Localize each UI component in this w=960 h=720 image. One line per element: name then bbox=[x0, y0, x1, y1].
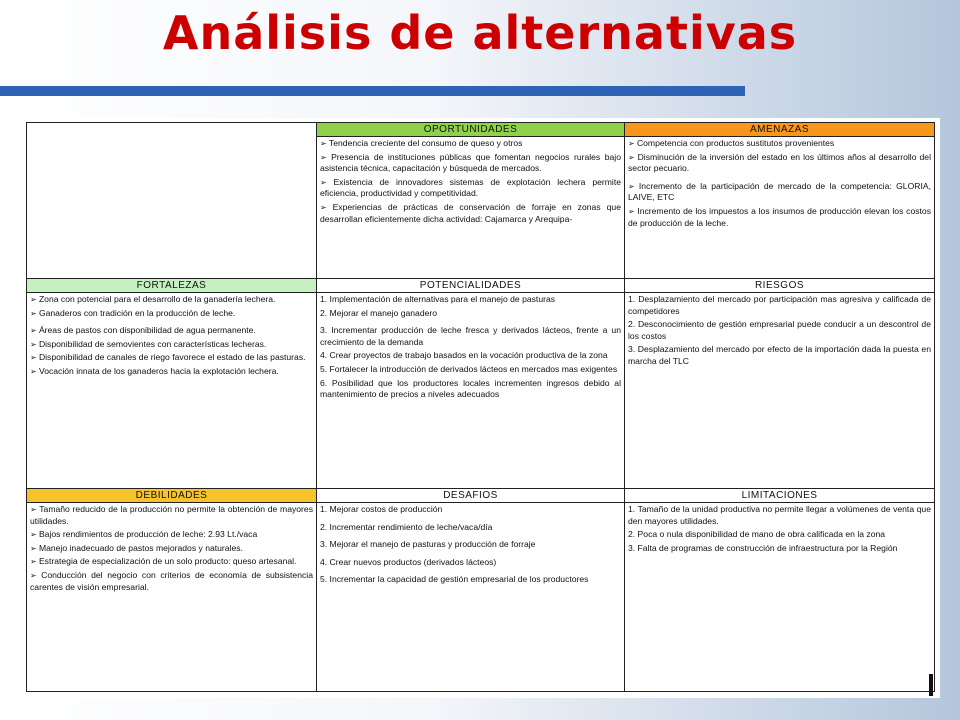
list-item: 5. Fortalecer la introducción de derivados lácteos en mercados mas exigentes bbox=[320, 363, 618, 374]
header-row-top bbox=[27, 123, 935, 137]
empty-corner-cell bbox=[27, 123, 317, 279]
list-item: ➢ Estrategia de especialización de un solo producto: queso artesanal. bbox=[30, 556, 313, 568]
list-item: 2. Mejorar el manejo ganadero bbox=[320, 307, 438, 318]
cell-amenazas bbox=[625, 137, 935, 279]
list-item: ➢ Experiencias de prácticas de conservación de forraje en zonas que desarrollan eficientemente dicha actividad: Cajamarca y Arequipa- bbox=[320, 202, 621, 225]
list-item: 4. Crear nuevos productos (derivados lácteos) bbox=[320, 556, 497, 567]
list-item: 1. Desplazamiento del mercado por participación mas agresiva y calificada de competidores bbox=[628, 294, 931, 316]
cell-potencialidades bbox=[317, 293, 625, 489]
list-item: ➢ Tamaño reducido de la producción no permite la obtención de mayores utilidades. bbox=[30, 504, 313, 527]
list-item: 2. Desconocimiento de gestión empresarial puede conducir a un descontrol de los costos bbox=[628, 319, 931, 341]
header-limitaciones: LIMITACIONES bbox=[625, 489, 935, 503]
cell-desafios bbox=[317, 503, 625, 692]
cell-oportunidades bbox=[317, 137, 625, 279]
list-item: ➢ Competencia con productos sustitutos provenientes bbox=[628, 138, 931, 150]
list-item: ➢ Disponibilidad de semovientes con características lecheras. bbox=[30, 339, 313, 351]
list-item: ➢ Disminución de la inversión del estado en los últimos años al desarrollo del sector pecuario. bbox=[628, 152, 931, 175]
header-oportunidades: OPORTUNIDADES bbox=[317, 123, 625, 137]
header-amenazas: AMENAZAS bbox=[625, 123, 935, 137]
list-item: 1. Implementación de alternativas para el manejo de pasturas bbox=[320, 294, 556, 304]
list-item: ➢ Disponibilidad de canales de riego favorece el estado de las pasturas. bbox=[30, 352, 313, 364]
header-row-middle bbox=[27, 279, 935, 293]
list-item: ➢ Incremento de la participación de mercado de la competencia: GLORIA, LAIVE, ETC bbox=[628, 181, 931, 204]
cell-riesgos bbox=[625, 293, 935, 489]
cell-fortalezas bbox=[27, 293, 317, 489]
slide-title: Análisis de alternativas bbox=[162, 6, 798, 60]
list-item: ➢ Incremento de los impuestos a los insumos de producción elevan los costos de producción de la leche. bbox=[628, 206, 931, 229]
header-potencialidades: POTENCIALIDADES bbox=[317, 279, 625, 293]
list-item: 1. Tamaño de la unidad productiva no permite llegar a volúmenes de venta que den mayores utilidades. bbox=[628, 504, 931, 526]
list-item: ➢ Manejo inadecuado de pastos mejorados y naturales. bbox=[30, 543, 313, 555]
list-item: ➢ Vocación innata de los ganaderos hacia la explotación lechera. bbox=[30, 366, 313, 378]
list-item: 2. Poca o nula disponibilidad de mano de obra calificada en la zona bbox=[628, 529, 886, 540]
swot-matrix-table bbox=[26, 122, 935, 692]
list-item: ➢ Bajos rendimientos de producción de leche: 2.93 Lt./vaca bbox=[30, 529, 313, 541]
row-debilidades bbox=[27, 503, 935, 692]
header-fortalezas: FORTALEZAS bbox=[27, 279, 317, 293]
list-item: ➢ Tendencia creciente del consumo de queso y otros bbox=[320, 138, 621, 150]
page-edge-mark bbox=[929, 674, 933, 696]
list-item: 6. Posibilidad que los productores locales incrementen ingresos debido al mantenimiento de precios a niveles adecuados bbox=[320, 377, 621, 400]
list-item: 3. Incrementar producción de leche fresca y derivados lácteos, frente a un crecimiento de la demanda bbox=[320, 325, 621, 347]
cell-limitaciones bbox=[625, 503, 935, 692]
header-desafios: DESAFIOS bbox=[317, 489, 625, 503]
cell-debilidades bbox=[27, 503, 317, 692]
row-fortalezas bbox=[27, 293, 935, 489]
list-item: 3. Mejorar el manejo de pasturas y producción de forraje bbox=[320, 539, 536, 550]
list-item: ➢ Ganaderos con tradición en la producción de leche. bbox=[30, 308, 313, 320]
list-item: 5. Incrementar la capacidad de gestión empresarial de los productores bbox=[320, 574, 589, 585]
list-item: ➢ Presencia de instituciones públicas que fomentan negocios rurales bajo asistencia técnica, capacitación y búsqueda de mercados. bbox=[320, 152, 621, 175]
list-item: 2. Incrementar rendimiento de leche/vaca/día bbox=[320, 521, 493, 532]
header-riesgos: RIESGOS bbox=[625, 279, 935, 293]
title-underline bbox=[0, 86, 745, 96]
list-item: 4. Crear proyectos de trabajo basados en la vocación productiva de la zona bbox=[320, 350, 608, 361]
header-debilidades: DEBILIDADES bbox=[27, 489, 317, 503]
list-item: 3. Falta de programas de construcción de infraestructura por la Región bbox=[628, 542, 898, 553]
header-row-bottom bbox=[27, 489, 935, 503]
list-item: ➢ Áreas de pastos con disponibilidad de agua permanente. bbox=[30, 325, 313, 337]
list-item: 3. Desplazamiento del mercado por efecto de la importación dada la puesta en marcha del TLC bbox=[628, 344, 931, 366]
list-item: 1. Mejorar costos de producción bbox=[320, 504, 443, 514]
list-item: ➢ Conducción del negocio con criterios de economía de subsistencia carentes de visión empresarial. bbox=[30, 570, 313, 593]
list-item: ➢ Zona con potencial para el desarrollo de la ganadería lechera. bbox=[30, 294, 313, 306]
list-item: ➢ Existencia de innovadores sistemas de explotación lechera permite eficiencia, productividad y competitividad. bbox=[320, 177, 621, 200]
swot-matrix-image bbox=[22, 118, 940, 698]
